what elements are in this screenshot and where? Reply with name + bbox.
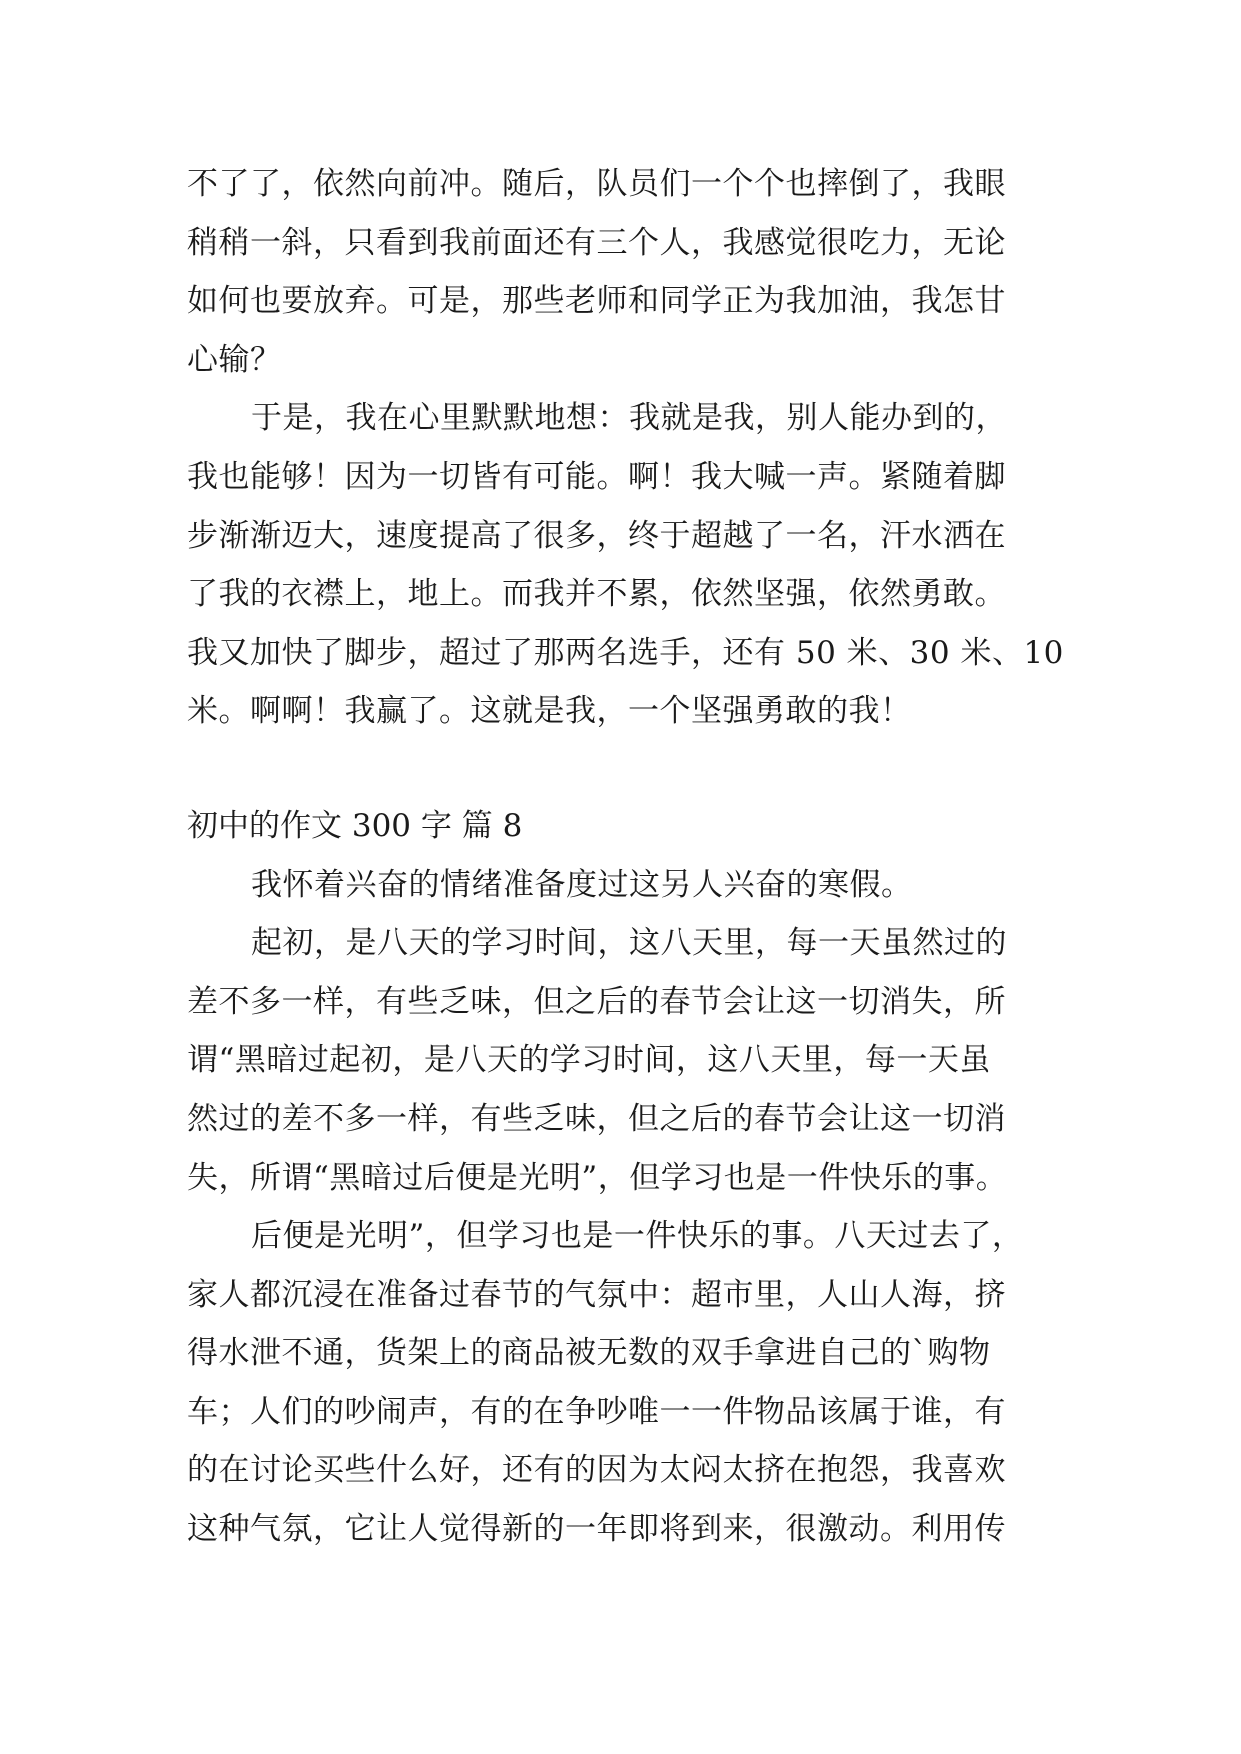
text-line: 得水泄不通，货架上的商品被无数的双手拿进自己的`购物	[187, 1335, 991, 1372]
paragraph	[187, 389, 1064, 741]
text-line: 这种气氛，它让人觉得新的一年即将到来，很激动。利用传	[187, 1511, 1006, 1548]
text-line: 然过的差不多一样，有些乏味，但之后的春节会让这一切消	[187, 1100, 1006, 1137]
document-body	[187, 155, 1064, 1559]
text-line: 如何也要放弃。可是，那些老师和同学正为我加油，我怎甘	[187, 283, 1006, 320]
paragraph	[187, 1207, 1057, 1559]
text-line: 起初，是八天的学习时间，这八天里，每一天虽然过的	[251, 925, 1007, 962]
text-line: 稍稍一斜，只看到我前面还有三个人，我感觉很吃力，无论	[187, 224, 1006, 261]
text-line: 家人都沉浸在准备过春节的气氛中：超市里，人山人海，挤	[187, 1276, 1006, 1313]
text-line: 了我的衣襟上，地上。而我并不累，依然坚强，依然勇敢。	[187, 576, 1006, 613]
section-heading: 初中的作文 300 字 篇 8	[187, 807, 523, 844]
text-line: 步渐渐迈大，速度提高了很多，终于超越了一名，汗水洒在	[187, 517, 1006, 554]
text-line: 我也能够！因为一切皆有可能。啊！我大喊一声。紧随着脚	[187, 458, 1006, 495]
paragraph	[187, 856, 1057, 915]
text-line: 后便是光明”，但学习也是一件快乐的事。八天过去了，	[251, 1218, 1024, 1255]
text-line: 心输？	[187, 341, 282, 378]
text-line: 失，所谓“黑暗过后便是光明”，但学习也是一件快乐的事。	[187, 1159, 1008, 1196]
text-line: 我又加快了脚步，超过了那两名选手，还有 50 米、30 米、10	[187, 634, 1064, 671]
text-line: 车；人们的吵闹声，有的在争吵唯一一件物品该属于谁，有	[187, 1393, 1006, 1430]
text-line: 我怀着兴奋的情绪准备度过这另人兴奋的寒假。	[251, 866, 913, 903]
text-line: 不了了，依然向前冲。随后，队员们一个个也摔倒了，我眼	[187, 166, 1006, 202]
text-line: 差不多一样，有些乏味，但之后的春节会让这一切消失，所	[187, 983, 1006, 1020]
section-spacer	[187, 741, 1057, 797]
paragraph	[187, 914, 1057, 1207]
paragraph-continuation	[187, 155, 1057, 389]
text-line: 米。啊啊！我赢了。这就是我，一个坚强勇敢的我！	[187, 693, 912, 730]
text-line: 的在讨论买些什么好，还有的因为太闷太挤在抱怨，我喜欢	[187, 1452, 1006, 1489]
text-line: 谓“黑暗过起初，是八天的学习时间，这八天里，每一天虽	[187, 1042, 991, 1079]
text-line: 于是，我在心里默默地想：我就是我，别人能办到的，	[251, 400, 1007, 437]
